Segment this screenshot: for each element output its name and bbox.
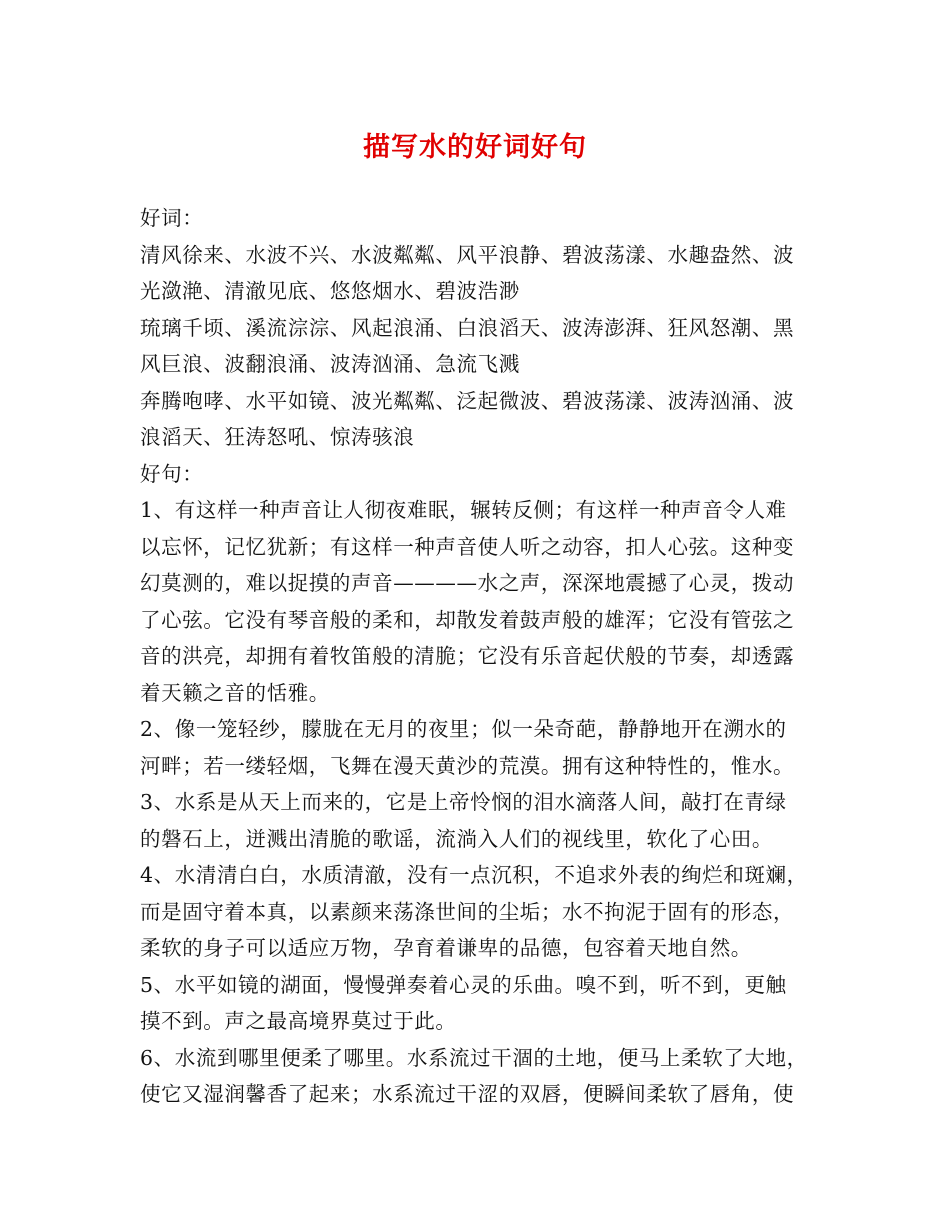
text-line: 以忘怀，记忆犹新；有这样一种声音使人听之动容，扣人心弦。这种变 <box>140 534 795 559</box>
text-line: 的磐石上，迸溅出清脆的歌谣，流淌入人们的视线里，软化了心田。 <box>140 826 773 851</box>
text-line: 琉璃千顷、溪流淙淙、风起浪涌、白浪滔天、波涛澎湃、狂风怒潮、黑 <box>140 315 795 340</box>
text-line: 4、水清清白白，水质清澈，没有一点沉积，不追求外表的绚烂和斑斓， <box>140 863 808 887</box>
text-line: 摸不到。声之最高境界莫过于此。 <box>140 1009 457 1033</box>
text-line: 风巨浪、波翻浪涌、波涛汹涌、急流飞溅 <box>140 352 520 376</box>
text-line: 音的洪亮，却拥有着牧笛般的清脆；它没有乐音起伏般的节奏，却透露 <box>140 644 795 668</box>
section-heading-sentences: 好句： <box>140 461 204 486</box>
text-line: 柔软的身子可以适应万物，孕育着谦卑的品德，包容着天地自然。 <box>140 936 752 960</box>
text-line: 1、有这样一种声音让人彻夜难眠，辗转反侧；有这样一种声音令人难 <box>140 498 787 522</box>
text-line: 光潋滟、清澈见底、悠悠烟水、碧波浩渺 <box>140 279 520 303</box>
text-line: 3、水系是从天上而来的，它是上帝怜悯的泪水滴落人间，敲打在青绿 <box>140 790 787 814</box>
text-line: 奔腾咆哮、水平如镜、波光粼粼、泛起微波、碧波荡漾、波涛汹涌、波 <box>140 388 795 413</box>
text-line: 幻莫测的，难以捉摸的声音————水之声，深深地震撼了心灵，拨动 <box>140 571 795 595</box>
text-line: 河畔；若一缕轻烟，飞舞在漫天黄沙的荒漠。拥有这种特性的，惟水。 <box>140 753 795 778</box>
text-line: 而是固守着本真，以素颜来荡涤世间的尘垢；水不拘泥于固有的形态， <box>140 899 795 924</box>
text-line: 6、水流到哪里便柔了哪里。水系流过干涸的土地，便马上柔软了大地， <box>140 1045 808 1070</box>
text-line: 清风徐来、水波不兴、水波粼粼、风平浪静、碧波荡漾、水趣盎然、波 <box>140 242 795 267</box>
text-line: 浪滔天、狂涛怒吼、惊涛骇浪 <box>140 425 415 449</box>
section-heading-words: 好词： <box>140 206 204 230</box>
text-line: 了心弦。它没有琴音般的柔和，却散发着鼓声般的雄浑；它没有管弦之 <box>140 607 795 632</box>
body-text <box>140 200 820 1113</box>
text-line: 着天籁之音的恬雅。 <box>140 680 330 705</box>
text-line: 使它又湿润馨香了起来；水系流过干涩的双唇，便瞬间柔软了唇角，使 <box>140 1082 795 1106</box>
page-title: 描写水的好词好句 <box>363 132 587 163</box>
text-line: 2、像一笼轻纱，朦胧在无月的夜里；似一朵奇葩，静静地开在溯水的 <box>140 717 787 741</box>
text-line: 5、水平如镜的湖面，慢慢弹奏着心灵的乐曲。嗅不到，听不到，更触 <box>140 972 787 997</box>
